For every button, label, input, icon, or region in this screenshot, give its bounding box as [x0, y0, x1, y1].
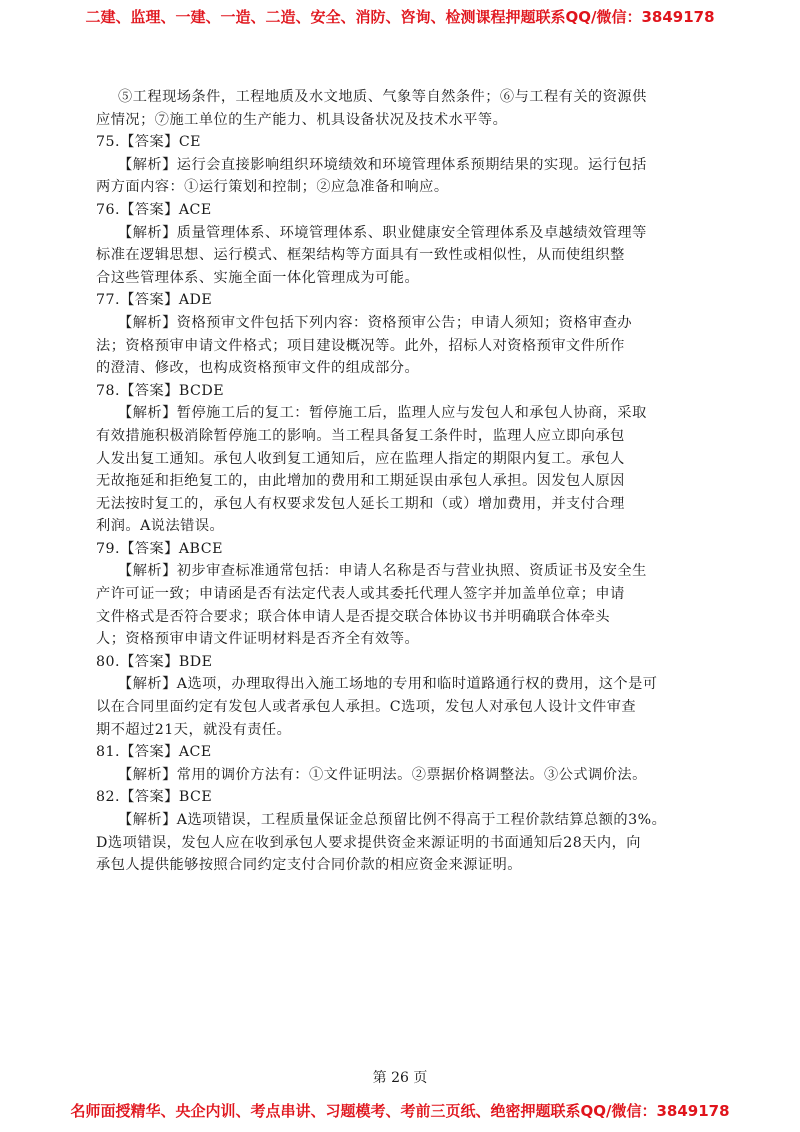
text-line: 文件格式是否符合要求；联合体申请人是否提交联合体协议书并明确联合体牵头: [96, 608, 611, 625]
text-line: 【解析】A选项错误，工程质量保证金总预留比例不得高于工程价款结算总额的3%。: [118, 812, 667, 828]
text-line: 79.【答案】ABCE: [96, 540, 223, 557]
text-line: 【解析】A选项，办理取得出入施工场地的专用和临时道路通行权的费用，这个是可: [118, 676, 658, 693]
text-line: 78.【答案】BCDE: [96, 382, 225, 399]
text-line: 产许可证一致；申请函是否有法定代表人或其委托代理人签字并加盖单位章；申请: [96, 586, 625, 603]
text-line: 【解析】质量管理体系、环境管理体系、职业健康安全管理体系及卓越绩效管理等: [118, 224, 647, 241]
text-line: 合这些管理体系、实施全面一体化管理成为可能。: [96, 269, 420, 286]
page-number: 第 26 页: [372, 1070, 428, 1086]
text-line: 无法按时复工的，承包人有权要求发包人延长工期和（或）增加费用，并支付合理: [96, 495, 625, 512]
text-line: 期不超过21天，就没有责任。: [96, 721, 292, 738]
text-line: 【解析】资格预审文件包括下列内容：资格预审公告；申请人须知；资格审查办: [118, 314, 633, 331]
text-line: 标准在逻辑思想、运行模式、框架结构等方面具有一致性或相似性，从而使组织整: [96, 247, 625, 264]
text-line: 【解析】运行会直接影响组织环境绩效和环境管理体系预期结果的实现。运行包括: [118, 156, 647, 173]
text-line: 的澄清、修改，也构成资格预审文件的组成部分。: [96, 360, 420, 377]
text-line: 【解析】常用的调价方法有：①文件证明法。②票据价格调整法。③公式调价法。: [118, 766, 647, 783]
text-line: 无故拖延和拒绝复工的，由此增加的费用和工期延误由承包人承担。因发包人原因: [96, 473, 625, 490]
text-line: 82.【答案】BCE: [96, 789, 213, 806]
header-banner: 二建、监理、一建、一造、二造、安全、消防、咨询、检测课程押题联系QQ/微信：3849178: [85, 8, 715, 26]
text-line: 承包人提供能够按照合同约定支付合同价款的相应资金来源证明。: [96, 857, 522, 874]
text-line: 【解析】初步审查标准通常包括：申请人名称是否与营业执照、资质证书及安全生: [118, 563, 647, 580]
footer-banner: 名师面授精华、央企内训、考点串讲、习题模考、考前三页纸、绝密押题联系QQ/微信：3849178: [70, 1102, 730, 1120]
text-line: 【解析】暂停施工后的复工：暂停施工后，监理人应与发包人和承包人协商，采取: [118, 405, 647, 422]
text-line: 以在合同里面约定有发包人或者承包人承担。C选项，发包人对承包人设计文件审查: [96, 699, 637, 716]
text-line: 76.【答案】ACE: [96, 201, 212, 218]
text-line: 应情况；⑦施工单位的生产能力、机具设备状况及技术水平等。: [96, 111, 508, 128]
text-line: D选项错误，发包人应在收到承包人要求提供资金来源证明的书面通知后28天内，向: [96, 834, 641, 851]
text-line: 法；资格预审申请文件格式；项目建设概况等。此外，招标人对资格预审文件所作: [96, 337, 625, 354]
text-line: 81.【答案】ACE: [96, 744, 212, 761]
document-body: [96, 86, 716, 877]
text-line: 利润。A说法错误。: [96, 518, 225, 535]
text-line: 77.【答案】ADE: [96, 292, 213, 309]
text-line: 人；资格预审申请文件证明材料是否齐全有效等。: [96, 631, 420, 648]
text-line: 80.【答案】BDE: [96, 653, 213, 670]
text-line: 75.【答案】CE: [96, 134, 202, 151]
text-line: 人发出复工通知。承包人收到复工通知后，应在监理人指定的期限内复工。承包人: [96, 450, 625, 467]
text-line: 有效措施积极消除暂停施工的影响。当工程具备复工条件时，监理人应立即向承包: [96, 427, 625, 444]
text-line: ⑤工程现场条件，工程地质及水文地质、气象等自然条件；⑥与工程有关的资源供: [118, 89, 647, 105]
text-line: 两方面内容：①运行策划和控制；②应急准备和响应。: [96, 179, 449, 196]
